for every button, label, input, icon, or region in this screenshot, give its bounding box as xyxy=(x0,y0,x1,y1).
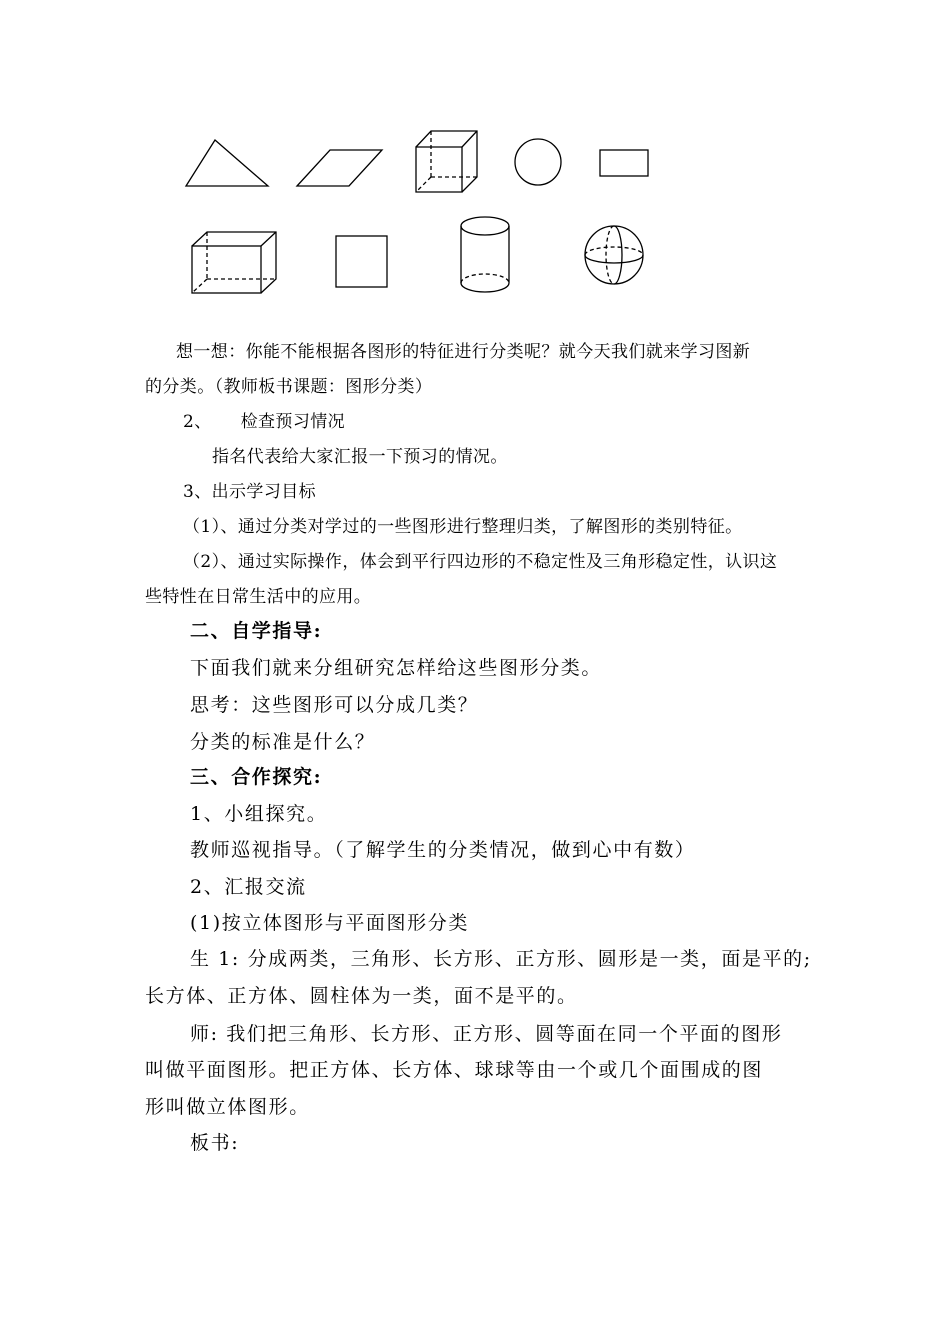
cuboid-shape xyxy=(192,232,276,293)
teacher-line-2: 叫做平面图形。把正方体、长方体、球球等由一个或几个面围成的图 xyxy=(145,1059,764,1081)
circle-shape xyxy=(515,139,561,185)
step-2-label: 2、 检查预习情况 xyxy=(183,412,346,432)
teacher-line-3: 形叫做立体图形。 xyxy=(145,1096,310,1118)
section-2-line-2: 思考：这些图形可以分成几类？ xyxy=(190,694,479,716)
rectangle-shape xyxy=(600,150,648,176)
cylinder-shape xyxy=(461,217,509,292)
student-answer-line-1: 生 1: 分成两类，三角形、长方形、正方形、圆形是一类，面是平的; xyxy=(190,948,812,970)
section-2-line-3: 分类的标准是什么？ xyxy=(190,731,376,753)
cube-shape xyxy=(416,131,477,192)
section-3-item-2: 2、汇报交流 xyxy=(190,876,307,898)
shapes-figure xyxy=(0,0,950,320)
think-line-1: 想一想：你能不能根据各图形的特征进行分类呢？就今天我们就来学习图新 xyxy=(176,342,751,362)
step-2-detail: 指名代表给大家汇报一下预习的情况。 xyxy=(212,447,508,467)
sphere-shape xyxy=(585,226,643,284)
teacher-line-1: 师: 我们把三角形、长方形、正方形、圆等面在同一个平面的图形 xyxy=(190,1023,783,1045)
section-2-heading: 二、自学指导: xyxy=(190,620,323,642)
section-3-item-1-detail: 教师巡视指导。（了解学生的分类情况，做到心中有数） xyxy=(190,839,696,861)
triangle-shape xyxy=(186,140,268,186)
section-3-item-1: 1、小组探究。 xyxy=(190,803,328,825)
goal-2-line-2: 些特性在日常生活中的应用。 xyxy=(145,587,372,607)
goal-1: （1）、通过分类对学过的一些图形进行整理归类，了解图形的类别特征。 xyxy=(183,517,743,537)
step-3-label: 3、出示学习目标 xyxy=(183,482,317,502)
section-3-heading: 三、合作探究: xyxy=(190,766,323,788)
section-2-line-1: 下面我们就来分组研究怎样给这些图形分类。 xyxy=(190,657,603,679)
section-3-item-2-sub: (1)按立体图形与平面图形分类 xyxy=(190,912,469,934)
goal-2-line-1: （2）、通过实际操作，体会到平行四边形的不稳定性及三角形稳定性，认识这 xyxy=(183,552,778,572)
square-shape xyxy=(336,236,387,287)
student-answer-line-2: 长方体、正方体、圆柱体为一类，面不是平的。 xyxy=(145,985,578,1007)
think-line-2: 的分类。（教师板书课题：图形分类） xyxy=(145,377,433,397)
parallelogram-shape xyxy=(297,150,382,186)
shapes-svg xyxy=(0,0,950,320)
board-label: 板书: xyxy=(190,1132,240,1154)
